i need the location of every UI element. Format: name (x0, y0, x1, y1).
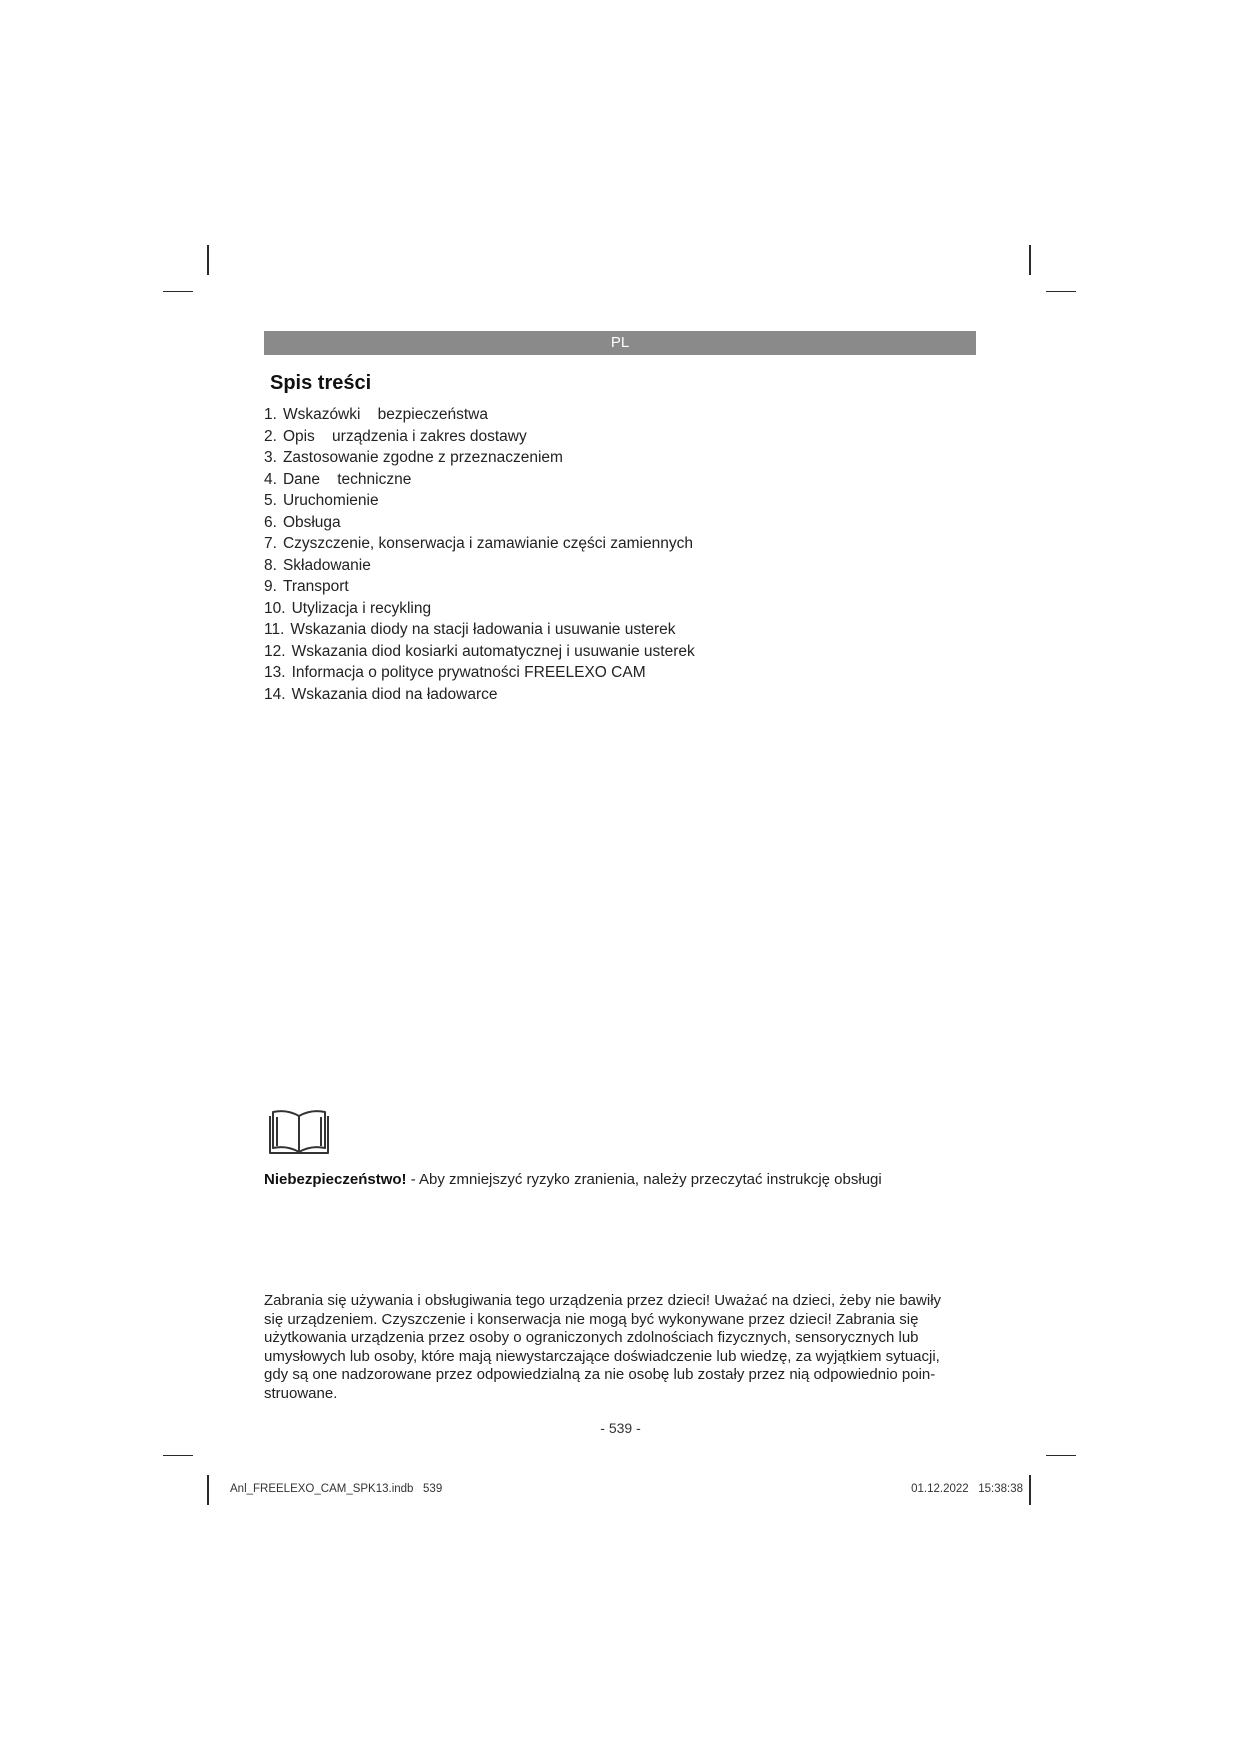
print-slug-timestamp: 01.12.2022 15:38:38 (911, 1483, 1023, 1495)
toc-item[interactable]: 1. Wskazówki bezpieczeństwa (264, 406, 488, 423)
danger-label: Niebezpieczeństwo! (264, 1171, 407, 1188)
page-number: - 539 - (600, 1420, 641, 1436)
table-of-contents (264, 404, 695, 705)
toc-title: Spis treści (270, 372, 372, 394)
toc-item[interactable]: 7. Czyszczenie, konserwacja i zamawianie części zamiennych (264, 535, 693, 552)
crop-mark-top-left (207, 245, 209, 275)
toc-item[interactable]: 11. Wskazania diody na stacji ładowania i usuwanie usterek (264, 621, 676, 638)
crop-mark-bottom-left (207, 1475, 209, 1505)
toc-item[interactable]: 10. Utylizacja i recykling (264, 599, 432, 617)
toc-item[interactable]: 6. Obsługa (264, 513, 341, 531)
toc-item[interactable]: 8. Składowanie (264, 556, 371, 574)
language-header-bar (264, 331, 976, 355)
open-book-icon (267, 1108, 331, 1156)
toc-item[interactable]: 9. Transport (264, 578, 349, 595)
crop-mark-top-right (1029, 245, 1031, 275)
toc-item[interactable]: 3. Zastosowanie zgodne z przeznaczeniem (264, 449, 563, 466)
crop-mark-top-left (163, 291, 193, 292)
toc-item[interactable]: 13. Informacja o polityce prywatności FREELEXO CAM (264, 664, 646, 681)
danger-warning (264, 1171, 984, 1188)
crop-mark-bottom-right (1029, 1475, 1031, 1505)
language-label: PL (610, 334, 630, 351)
crop-mark-bottom-right (1046, 1455, 1076, 1456)
danger-text: - Aby zmniejszyć ryzyko zranienia, należy przeczytać instrukcję obsługi (406, 1171, 882, 1188)
toc-item[interactable]: 12. Wskazania diod kosiarki automatycznej i usuwanie usterek (264, 642, 695, 660)
crop-mark-top-right (1046, 291, 1076, 292)
children-safety-notice: Zabrania się używania i obsługiwania tego urządzenia przez dzieci! Uważać na dzieci, żeby nie bawiły się urządzeniem. Czyszczenie i konserwacja nie mogą być wykonywane przez dzieci! Zabrania się użytkowania urządzenia przez osoby o ograniczonych zdolnościach fizycznych, sensorycznych lub umysłowych lub osoby, które mają niewystarczające doświadczenie lub wiedzę, za wyjątkiem sytuacji, gdy są one nadzorowane przez odpowiedzialną za nie osobę lub zostały przez nią odpowiednio poin-struowane. (264, 1292, 942, 1402)
toc-item[interactable]: 2. Opis urządzenia i zakres dostawy (264, 427, 527, 445)
toc-item[interactable]: 14. Wskazania diod na ładowarce (264, 685, 498, 703)
toc-item[interactable]: 4. Dane techniczne (264, 470, 412, 488)
crop-mark-bottom-left (163, 1455, 193, 1456)
print-slug-filename: Anl_FREELEXO_CAM_SPK13.indb 539 (230, 1483, 443, 1495)
toc-item[interactable]: 5. Uruchomienie (264, 492, 379, 509)
